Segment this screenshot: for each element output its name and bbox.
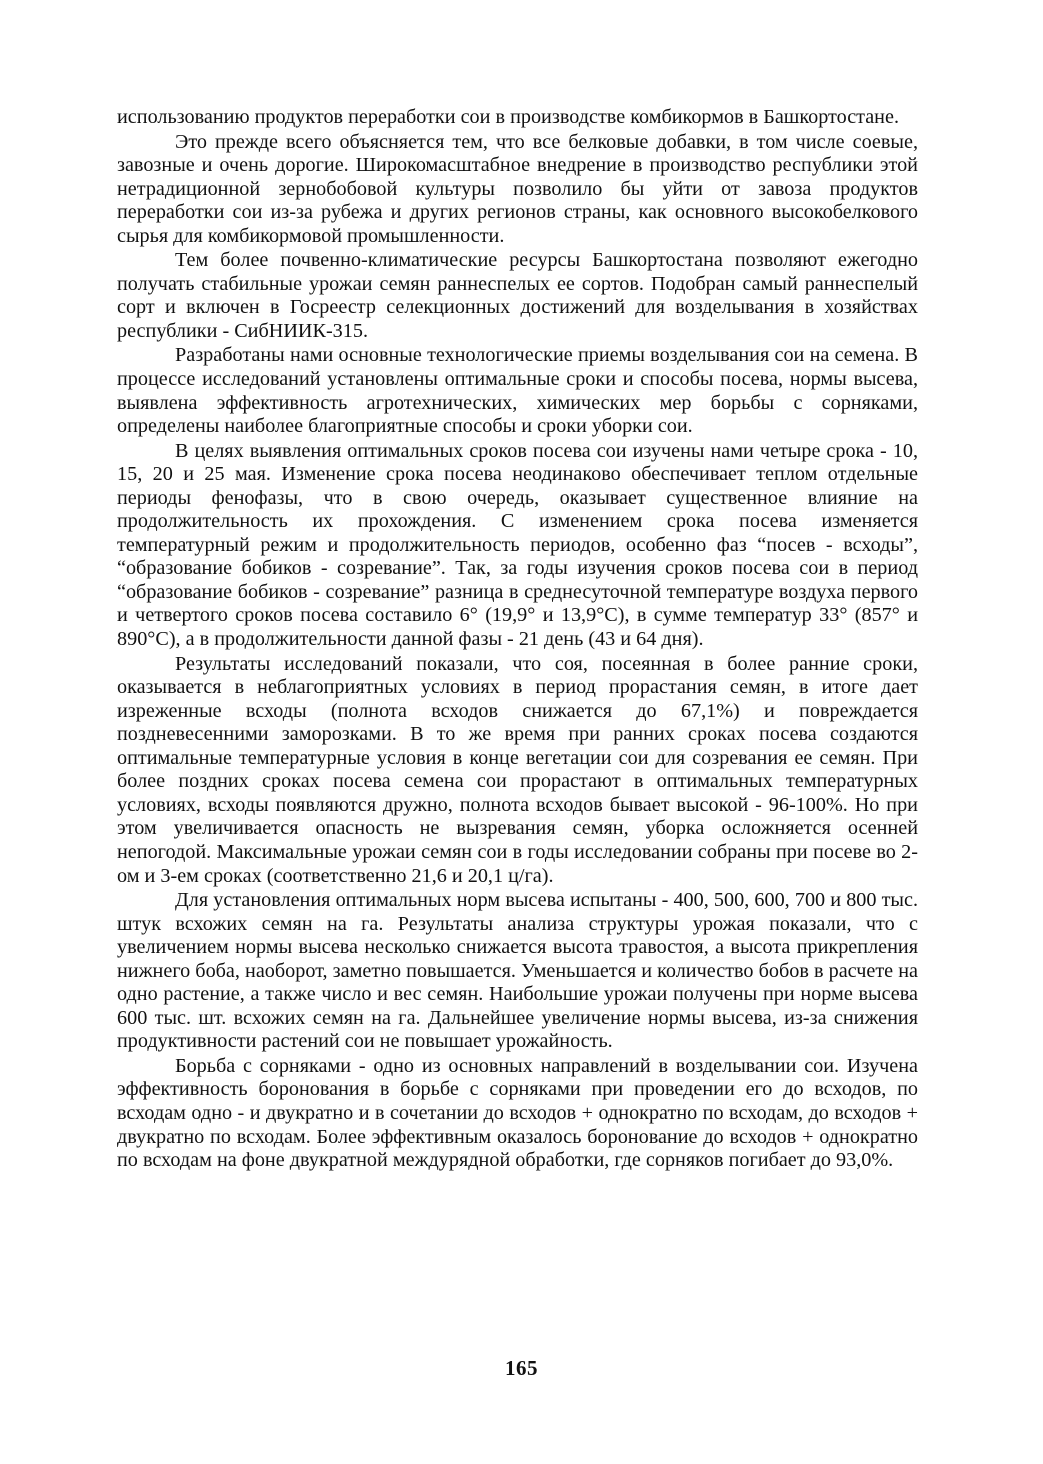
paragraph: Разработаны нами основные технологические приемы возделывания сои на семена. В процессе исследований установлены оптимальные сроки и способы посева, нормы высева, выявлена эффективность агротехнических, химических мер борьбы с сорняками, определены наиболее благоприятные способы и сроки уборки сои.: [117, 344, 918, 438]
body-text: [117, 106, 918, 1174]
paragraph-continuation: использованию продуктов переработки сои в производстве комбикормов в Башкортостане.: [117, 106, 899, 128]
paragraph: Это прежде всего объясняется тем, что все белковые добавки, в том числе соевые, завозные и очень дорогие. Широкомасштабное внедрение в производство республики этой нетрадиционной зернобобовой культуры позволило бы уйти от завоза продуктов переработки сои из-за рубежа и других регионов страны, как основного высокобелкового сырья для комбикормовой промышленности.: [117, 130, 918, 247]
page-number: 165: [505, 1356, 538, 1380]
paragraph: Результаты исследований показали, что соя, посеянная в более ранние сроки, оказывается в неблагоприятных условиях в период прорастания семян, в итоге дает изреженные всходы (полнота всходов снижается до 67,1%) и повреждается поздневесенними заморозками. В то же время при ранних сроках посева создаются оптимальные температурные условия в конце вегетации сои для созревания ее семян. При более поздних сроках посева семена сои прорастают в оптимальных температурных условиях, всходы появляются дружно, полнота всходов бывает высокой - 96-100%. Но при этом увеличивается опасность не вызревания семян, уборка осложняется осенней непогодой. Максимальные урожаи семян сои в годы исследовании собраны при посеве во 2-ом и 3-ем сроках (соответственно 21,6 и 20,1 ц/га).: [117, 652, 918, 887]
paragraph: Борьба с сорняками - одно из основных направлений в возделывании сои. Изучена эффективность боронования в борьбе с сорняками при проведении его до всходов, по всходам одно - и двукратно и в сочетании до всходов + однократно по всходам, до всходов + двукратно по всходам. Более эффективным оказалось боронование до всходов + однократно по всходам на фоне двукратной междурядной обработки, где сорняков погибает до 93,0%.: [117, 1054, 918, 1172]
paragraph: В целях выявления оптимальных сроков посева сои изучены нами четыре срока - 10, 15, 20 и 25 мая. Изменение срока посева неодинаково обеспечивает теплом отдельные периоды фенофазы, что в свою очередь, оказывает существенное влияние на продолжительность их прохождения. С изменением срока посева изменяется температурный режим и продолжительность периодов, особенно фаз “посев - всходы”, “образование бобиков - созревание”. Так, за годы изучения сроков посева сои в период “образование бобиков - созревание” разница в среднесуточной температуре воздуха первого и четвертого сроков посева составило 6° (19,9° и 13,9°С), в сумме температур 33° (857° и 890°С), а в продолжительности данной фазы - 21 день (43 и 64 дня).: [117, 439, 918, 651]
paragraph: Для установления оптимальных норм высева испытаны - 400, 500, 600, 700 и 800 тыс. штук всхожих семян на га. Результаты анализа структуры урожая показали, что с увеличением нормы высева несколько снижается высота травостоя, а высота прикрепления нижнего боба, наоборот, заметно повышается. Уменьшается и количество бобов в расчете на одно растение, а также число и вес семян. Наибольшие урожаи получены при норме высева 600 тыс. шт. всхожих семян на га. Дальнейшее увеличение нормы высева, из-за снижения продуктивности растений сои не повышает урожайность.: [117, 889, 918, 1053]
paragraph: Тем более почвенно-климатические ресурсы Башкортостана позволяют ежегодно получать стабильные урожаи семян раннеспелых ее сортов. Подобран самый раннеспелый сорт и включен в Госреестр селекционных достижений для возделывания в хозяйствах республики - СибНИИК-315.: [117, 249, 918, 342]
